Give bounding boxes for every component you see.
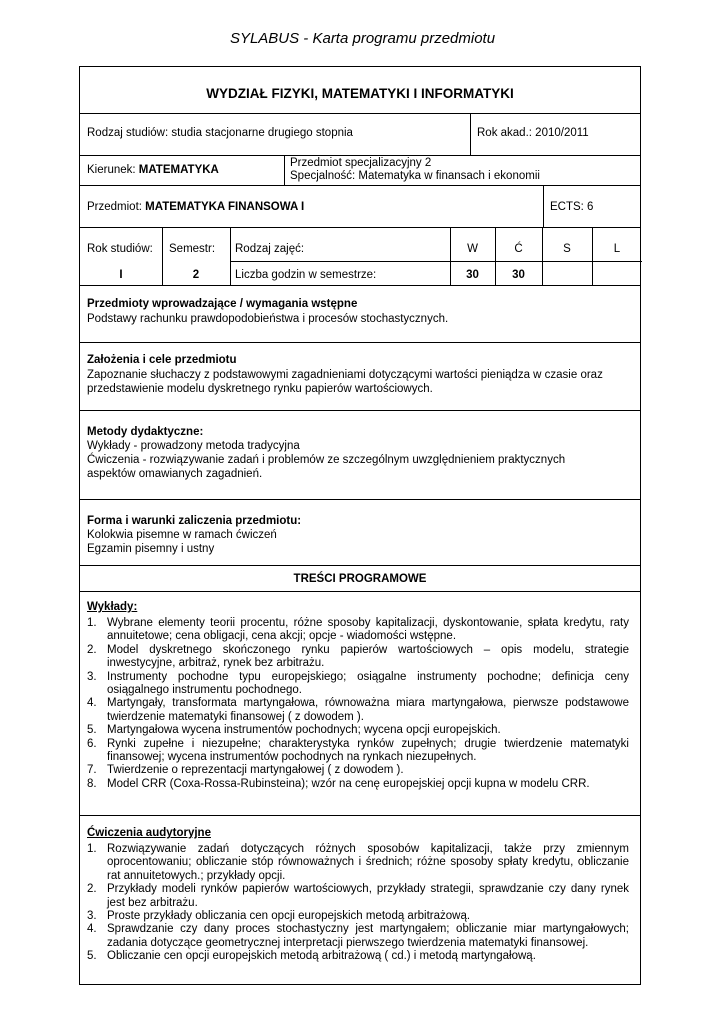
list-item-text: Przykłady modeli rynków papierów wartościowych, przykłady strategii, sprawdzanie czy dany rynek jest bez arbitrażu. [107,883,629,909]
list-item [87,764,629,777]
list-item-text: Rynki zupełne i niezupełne; charakterystyka rynków zupełnych; drugie twierdzenie matematyki finansowej; wycena instrumentów pochodnych na rynkach niezupełnych. [107,737,629,764]
exercises-title: Ćwiczenia audytoryjne [87,827,211,839]
semester-value: 2 [192,269,200,281]
divider [230,227,231,285]
methods-title: Metody dydaktyczne: [87,426,204,438]
list-item-number: 3. [87,670,97,683]
assessment-title: Forma i warunki zaliczenia przedmiotu: [87,515,302,527]
divider [80,285,640,286]
list-item-number: 1. [87,617,97,629]
col-w: W [467,243,478,255]
goals-title: Założenia i cele przedmiotu [87,354,237,366]
list-item [87,617,629,644]
list-item-text: Martyngałowa wycena instrumentów pochodnych; wycena opcji europejskich. [107,724,501,737]
direction [87,163,219,177]
prereq-text: Podstawy rachunku prawdopodobieństwa i procesów stochastycznych. [87,313,449,325]
prereq-title: Przedmioty wprowadzające / wymagania wstępne [87,298,358,310]
list-item-number: 4. [87,923,97,936]
subject-value: MATEMATYKA FINANSOWA I [145,201,305,213]
list-item-number: 4. [87,697,97,710]
goals-line1: Zapoznanie słuchaczy z podstawowymi zagadnieniami dotyczącymi wartości pieniądza w czasie oraz [87,369,603,381]
list-item [87,724,629,737]
lectures-title: Wykłady: [87,601,138,613]
syllabus-form [79,66,641,985]
divider [80,499,640,500]
subject-label: Przedmiot: [87,201,146,213]
assessment-line2: Egzamin pisemny i ustny [87,543,215,555]
list-item [87,843,629,883]
col-l: L [613,243,621,255]
col-c: Ć [514,243,523,255]
list-item-number: 5. [87,950,97,963]
list-item-text: Wybrane elementy teorii procentu, różne sposoby kapitalizacji, dyskontowanie, spłata kredytu, raty annuitetowe; cena obligacji, cena akcji; opcje - wiadomości wstępne. [107,617,629,643]
list-item-text: Martyngały, transformata martyngałowa, równoważna miara martyngałowa, pierwsze podstawowe twierdzenie matematyki finansowej ( z dowodem ). [107,697,629,723]
hours-w: 30 [466,269,479,281]
academic-year: Rok akad.: 2010/2011 [477,127,589,139]
subject-spec-line2: Specjalność: Matematyka w finansach i ekonomii [290,170,540,182]
year-label: Rok studiów: [87,243,153,255]
list-item [87,644,629,671]
list-item-number: 6. [87,737,97,750]
class-type-label: Rodzaj zajęć: [235,243,305,255]
exercises-list [87,843,629,964]
divider [542,227,543,285]
list-item [87,671,629,698]
divider [80,185,640,186]
lectures-list [87,617,629,791]
list-item [87,697,629,724]
list-item-text: Sprawdzanie czy dany proces stochastyczny jest martyngałem; obliczanie miar martyngałowych; zadania dotyczące geometrycznej interpretacji pierwszego twierdzenia matematyki finansowej. [107,923,629,949]
ects: ECTS: 6 [550,201,594,213]
goals-line2: przedstawienie modelu dyskretnego rynku papierów wartościowych. [87,383,433,395]
list-item-number: 2. [87,883,97,896]
subject-spec-line1: Przedmiot specjalizacyjny 2 [290,157,432,169]
list-item-number: 8. [87,777,97,790]
list-item-number: 7. [87,764,97,777]
list-item [87,923,629,950]
faculty-title: WYDZIAŁ FIZYKI, MATEMATYKI I INFORMATYKI [206,86,514,101]
list-item-text: Rozwiązywanie zadań dotyczących różnych sposobów kapitalizacji, także przy zmiennym oprocentowaniu; obliczanie stóp równoważnych i średnich; różne sposoby spłaty kredytu, obliczanie rat annuitetowych.; przykłady opcji. [107,843,629,882]
divider [80,410,640,411]
divider [80,591,640,592]
list-item-number: 1. [87,843,97,855]
list-item [87,910,629,923]
divider [284,155,285,185]
list-item [87,950,629,963]
methods-line3: aspektów omawianych zagadnień. [87,468,263,480]
divider [230,261,642,262]
list-item-number: 3. [87,910,97,923]
divider [80,565,640,566]
semester-label: Semestr: [169,243,216,255]
divider [80,227,640,228]
methods-line2: Ćwiczenia - rozwiązywanie zadań i problemów ze szczególnym uwzględnieniem praktycznych [87,454,566,466]
study-type: Rodzaj studiów: studia stacjonarne drugiego stopnia [87,127,353,139]
divider [543,185,544,227]
year-value: I [119,269,123,281]
page-header-title: SYLABUS - Karta programu przedmiotu [229,30,496,47]
hours-label: Liczba godzin w semestrze: [235,269,377,281]
list-item-text: Obliczanie cen opcji europejskich metodą arbitrażową ( cd.) i metodą martyngałową. [107,950,536,963]
methods-line1: Wykłady - prowadzony metoda tradycyjna [87,440,300,452]
divider [470,113,471,155]
program-title: TREŚCI PROGRAMOWE [293,573,427,585]
list-item [87,778,629,791]
subject [87,200,304,214]
hours-c: 30 [512,269,525,281]
divider [80,815,640,816]
divider [80,113,640,114]
list-item-text: Proste przykłady obliczania cen opcji europejskich metodą arbitrażową. [107,910,471,923]
list-item-text: Twierdzenie o reprezentacji martyngałowej ( z dowodem ). [107,764,404,777]
list-item [87,883,629,910]
list-item-number: 2. [87,643,97,656]
list-item-text: Model dyskretnego skończonego rynku papierów wartościowych – opis modelu, strategie inwestycyjne, arbitraż, rynek bez arbitrażu. [107,643,629,670]
direction-value: MATEMATYKA [138,164,219,176]
list-item-text: Model CRR (Coxa-Rossa-Rubinsteina); wzór na cenę europejskiej opcji kupna w modelu CRR. [107,777,590,790]
list-item-number: 5. [87,724,97,737]
divider [80,342,640,343]
list-item-text: Instrumenty pochodne typu europejskiego; osiągalne instrumenty pochodne; definicja ceny osiągalnego instrumentu pochodnego. [107,670,629,697]
direction-label: Kierunek: [87,164,139,176]
assessment-line1: Kolokwia pisemne w ramach ćwiczeń [87,529,277,541]
col-s: S [563,243,571,255]
divider [592,227,593,285]
list-item [87,738,629,765]
